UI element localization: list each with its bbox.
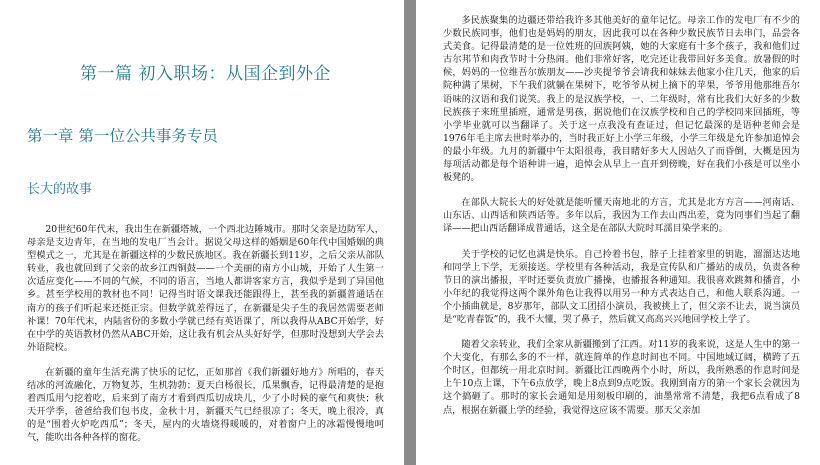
body-paragraph: 在新疆的童年生活充满了快乐的记忆，正如那首《我们新疆好地方》所唱的，春天结冰的河流融化，万物复苏，生机勃勃；夏天白杨很长，瓜果飘香，记得最清楚的是抱着西瓜用勺挖着吃，后来到了南方才看到西瓜切成块儿，少了小时候的豪气和爽快；秋天开学季，爸爸给我们包书皮，金秋十月，新疆天气已经很凉了；冬天，晚上很冷，真的是“围着火炉吃西瓜”；冬天，屋内的火墙烧得暖暖的，对着窗户上的冰霜慢慢地呵气，能吹出各种各样的窗花。 — [27, 366, 384, 444]
part-title: 第一篇 初入职场：从国企到外企 — [80, 64, 331, 84]
right-page — [416, 0, 820, 465]
chapter-title: 第一章 第一位公共事务专员 — [27, 127, 218, 145]
body-paragraph: 多民族聚集的边疆还带给我许多其他美好的童年记忆。母亲工作的发电厂有不少的少数民族同事，他们也是妈妈的朋友，因此我可以在各种少数民族节日去串门，品尝各式美食。记得最清楚的是一位姓班的回族阿姨，她的大家庭有十多个孩子，我和他们过古尔邦节和肉孜节时十分热闹。他们非常好客，吃完还让我带回好多美食。放暑假的时候，妈妈的一位维吾尔族朋友——沙夹提爷爷会请我和妹妹去他家小住几天，他家的后院种满了果树，下午我们就躺在果树下，吃爷爷从树上摘下的苹果，爷爷用他那维吾尔语味的汉语和我们说笑。我上的是汉族学校，一、二年级时，常有比我们大好多的少数民族孩子来班里插班，通常是男孩，据说他们在汉族学校和自己的学校同来回插班，等小学毕业就可以当翻译了。关于这一点我没有查证过，但记忆最深的是语种老师会是1976年毛主席去世时举办的，当时我正好上小学三年级，小学三年级是允许参加追悼会的最小年级。九月的新疆中午太阳很毒，我目睹好多大人因站久了而昏倒，大概是因为每项活动都是每个语种讲一遍，追悼会从早上一直开到傍晚，好在我们小孩是可以坐小板凳的。 — [443, 15, 800, 184]
body-paragraph: 在部队大院长大的好处就是能听懂天南地北的方言，尤其是北方方言——河南话、山东话、山西话和陕西话等。多年以后，我因为工作去山西出差，竟为同事们当起了翻译——把山西话翻译成普通话，这全是在部队大院时耳濡目染学来的。 — [443, 197, 800, 235]
body-paragraph: 20世纪60年代末，我出生在新疆塔城，一个西北边陲城市。那时父亲是边防军人，母亲是支边青年，在当地的发电厂当会计。据说父母这样的婚姻是60年代中国婚姻的典型模式之一，尤其是在新疆这样的少数民族地区。我在新疆长到11岁，之后父亲从部队转业，我也就回到了父亲的故乡江西铜鼓——一个美丽的南方小山城，开始了人生第一次适应变化——不同的气候，不同的语言，当地人都讲客家方言，我似乎是到了异国他乡。甚至学校用的教材也不同！记得当时语文课我还能跟得上，甚至我的新疆普通话在南方的孩子们听起来还挺正宗。但数学就差得远了，在新疆是尖子生的我居然需要老师补课！70年代末，内陆省份的多数小学就已经有英语课了，所以我得从ABC开始学，好在中学的英语教材仍然从ABC开始，这让我有机会从头好好学，但那时没想到大学会去外语院校。 — [27, 224, 384, 353]
body-paragraph: 关于学校的记忆也满是快乐。自己拎着书包，脖子上挂着家里的钥匙，溜溜达达地和同学上下学，无须接送。学校里有各种活动，我是宣传队和广播站的成员，负责各种节日的演出播报，平时还要负责放广播操，也播报各种通知。我很喜欢跳舞和播音，小小年纪的我觉得这两个课外角色让我得以用另一种方式表达自己，和他人联系沟通。一个小插曲就是，8岁那年，部队文工团招小演员，我被挑上了，但父亲不让去，说当演员是“吃青春饭”的，我不大懂，哭了鼻子，然后就又高高兴兴地回学校上学了。 — [443, 248, 800, 325]
body-paragraph: 随着父亲转业，我们全家从新疆搬到了江西。对11岁的我来说，这是人生中的第一个大变化，有那么多的不一样，就连简单的作息时间也不同。中国地域辽阔，横跨了五个时区，但都统一用北京时间。新疆比江西晚两个小时，所以，我所熟悉的作息时间是上午10点上课，下午6点放学，晚上8点到9点吃饭。我刚到南方的第一个家长会就因为这个搞砸了。那时的家长会通知是用刻板印刷的，油墨常常不清楚，我把6点看成了8点，根据在新疆上学的经验，我觉得这应该不需要。那天父亲加 — [443, 339, 800, 416]
section-title: 长大的故事 — [27, 182, 93, 197]
left-page — [0, 0, 404, 465]
